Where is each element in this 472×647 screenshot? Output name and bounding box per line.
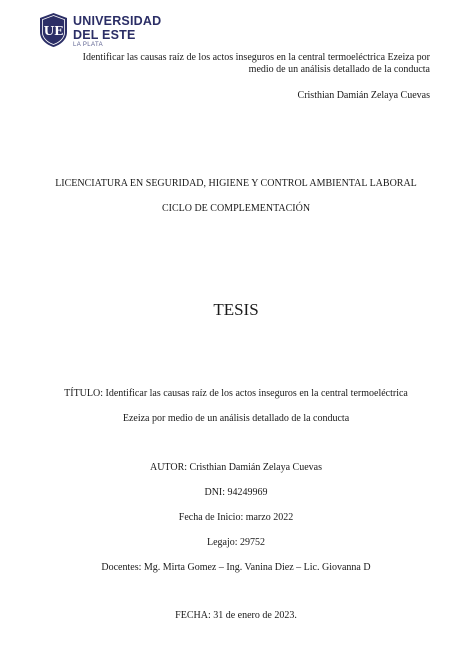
legajo-line: Legajo: 29752 — [206, 537, 266, 548]
university-logo — [38, 12, 168, 52]
seal-text: UE — [43, 24, 64, 38]
logo-line-del-este: DEL ESTE — [73, 27, 136, 42]
dni-line: DNI: 94249969 — [204, 487, 268, 498]
thesis-title-line-1: TÍTULO: Identificar las causas raíz de los actos inseguros en la central termoeléctrica — [64, 388, 408, 399]
header-title-line-1: Identificar las causas raíz de los actos inseguros en la central termoeléctrica Ezeiza por — [82, 52, 430, 63]
header-title-line-2: medio de un análisis detallado de la conducta — [248, 64, 430, 75]
document-type-heading: TESIS — [213, 300, 259, 319]
logo-wordmark — [73, 15, 161, 48]
thesis-title-line-2: Ezeiza por medio de un análisis detallado de la conducta — [122, 413, 350, 424]
date-line: FECHA: 31 de enero de 2023. — [175, 610, 297, 621]
header-author: Cristhian Damián Zelaya Cuevas — [297, 90, 430, 101]
teachers-line: Docentes: Mg. Mirta Gomez – Ing. Vanina Diez – Lic. Giovanna D — [101, 562, 371, 573]
author-line: AUTOR: Cristhian Damián Zelaya Cuevas — [149, 462, 322, 473]
logo-line-universidad: UNIVERSIDAD — [73, 14, 162, 28]
logo-line-la-plata: LA PLATA — [73, 42, 103, 48]
cycle-name: CICLO DE COMPLEMENTACIÓN — [161, 203, 311, 214]
start-date-line: Fecha de Inicio: marzo 2022 — [178, 512, 294, 523]
university-seal-icon — [38, 12, 69, 48]
career-name: LICENCIATURA EN SEGURIDAD, HIGIENE Y CONTROL AMBIENTAL LABORAL — [55, 178, 417, 189]
